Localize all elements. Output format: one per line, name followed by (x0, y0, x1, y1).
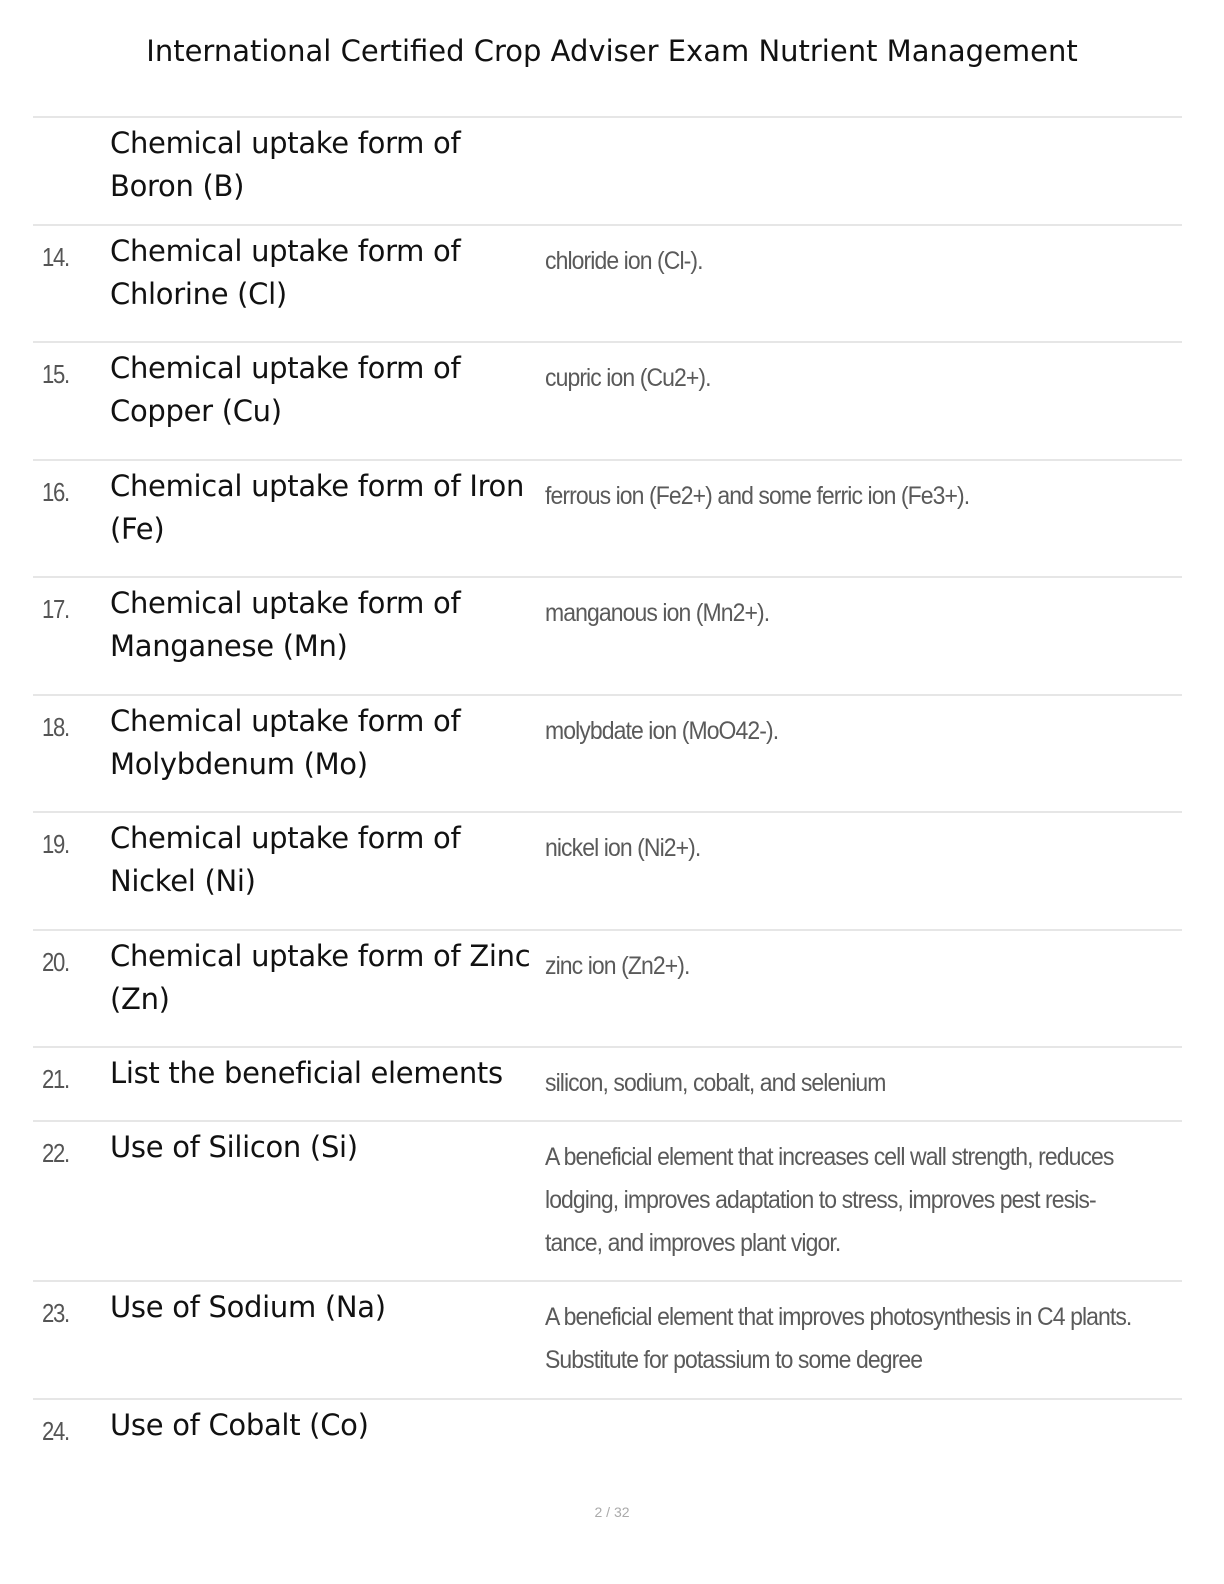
row-term: Chemical uptake form of Iron (Fe) (110, 469, 525, 546)
row-definition: A beneficial element that improves photosynthesis in C4 plants. Substitute for potassium to some degree (545, 1303, 1132, 1374)
row-term: Use of Cobalt (Co) (110, 1408, 369, 1442)
table-row (33, 576, 1182, 694)
flashcard-table (33, 116, 1182, 1468)
page-number: 2 / 32 (594, 1504, 630, 1520)
row-definition: zinc ion (Zn2+). (545, 952, 690, 980)
row-number: 19. (42, 829, 69, 859)
row-number: 18. (42, 712, 69, 742)
page-title: International Certified Crop Adviser Exam Nutrient Management (146, 34, 1078, 68)
row-number: 21. (42, 1064, 69, 1094)
table-row (33, 341, 1182, 459)
table-row (33, 811, 1182, 929)
row-definition: nickel ion (Ni2+). (545, 834, 701, 862)
row-term: Chemical uptake form of Chlorine (Cl) (110, 234, 461, 311)
row-definition: A beneficial element that increases cell wall strength, reduces lodging, improves adaptation to stress, improves pest resis- tance, and improves plant vigor. (545, 1143, 1114, 1257)
table-row (33, 1046, 1182, 1120)
row-definition: chloride ion (Cl-). (545, 247, 703, 275)
row-term: Chemical uptake form of Nickel (Ni) (110, 821, 461, 898)
table-row (33, 224, 1182, 341)
row-number: 20. (42, 947, 69, 977)
row-definition: silicon, sodium, cobalt, and selenium (545, 1069, 886, 1097)
row-number: 24. (42, 1416, 69, 1446)
row-number: 22. (42, 1138, 69, 1168)
row-definition: molybdate ion (MoO42-). (545, 717, 779, 745)
table-row (33, 1280, 1182, 1398)
row-number: 17. (42, 594, 69, 624)
table-row (33, 929, 1182, 1046)
row-term: Chemical uptake form of Boron (B) (110, 126, 461, 203)
row-term: Chemical uptake form of Manganese (Mn) (110, 586, 461, 663)
row-number: 14. (42, 242, 69, 272)
row-term: Chemical uptake form of Molybdenum (Mo) (110, 704, 461, 781)
row-definition: manganous ion (Mn2+). (545, 599, 770, 627)
table-row (33, 116, 1182, 224)
table-row (33, 1120, 1182, 1280)
row-term: Chemical uptake form of Copper (Cu) (110, 351, 461, 428)
row-term: List the beneficial elements (110, 1056, 503, 1090)
row-definition: ferrous ion (Fe2+) and some ferric ion (Fe3+). (545, 482, 970, 510)
row-number: 16. (42, 477, 69, 507)
row-term: Use of Silicon (Si) (110, 1130, 358, 1164)
row-number: 15. (42, 359, 69, 389)
table-row (33, 1398, 1182, 1468)
row-definition: cupric ion (Cu2+). (545, 364, 711, 392)
table-row (33, 459, 1182, 576)
row-number: 23. (42, 1298, 69, 1328)
table-row (33, 694, 1182, 811)
row-term: Chemical uptake form of Zinc (Zn) (110, 939, 531, 1016)
row-term: Use of Sodium (Na) (110, 1290, 386, 1324)
